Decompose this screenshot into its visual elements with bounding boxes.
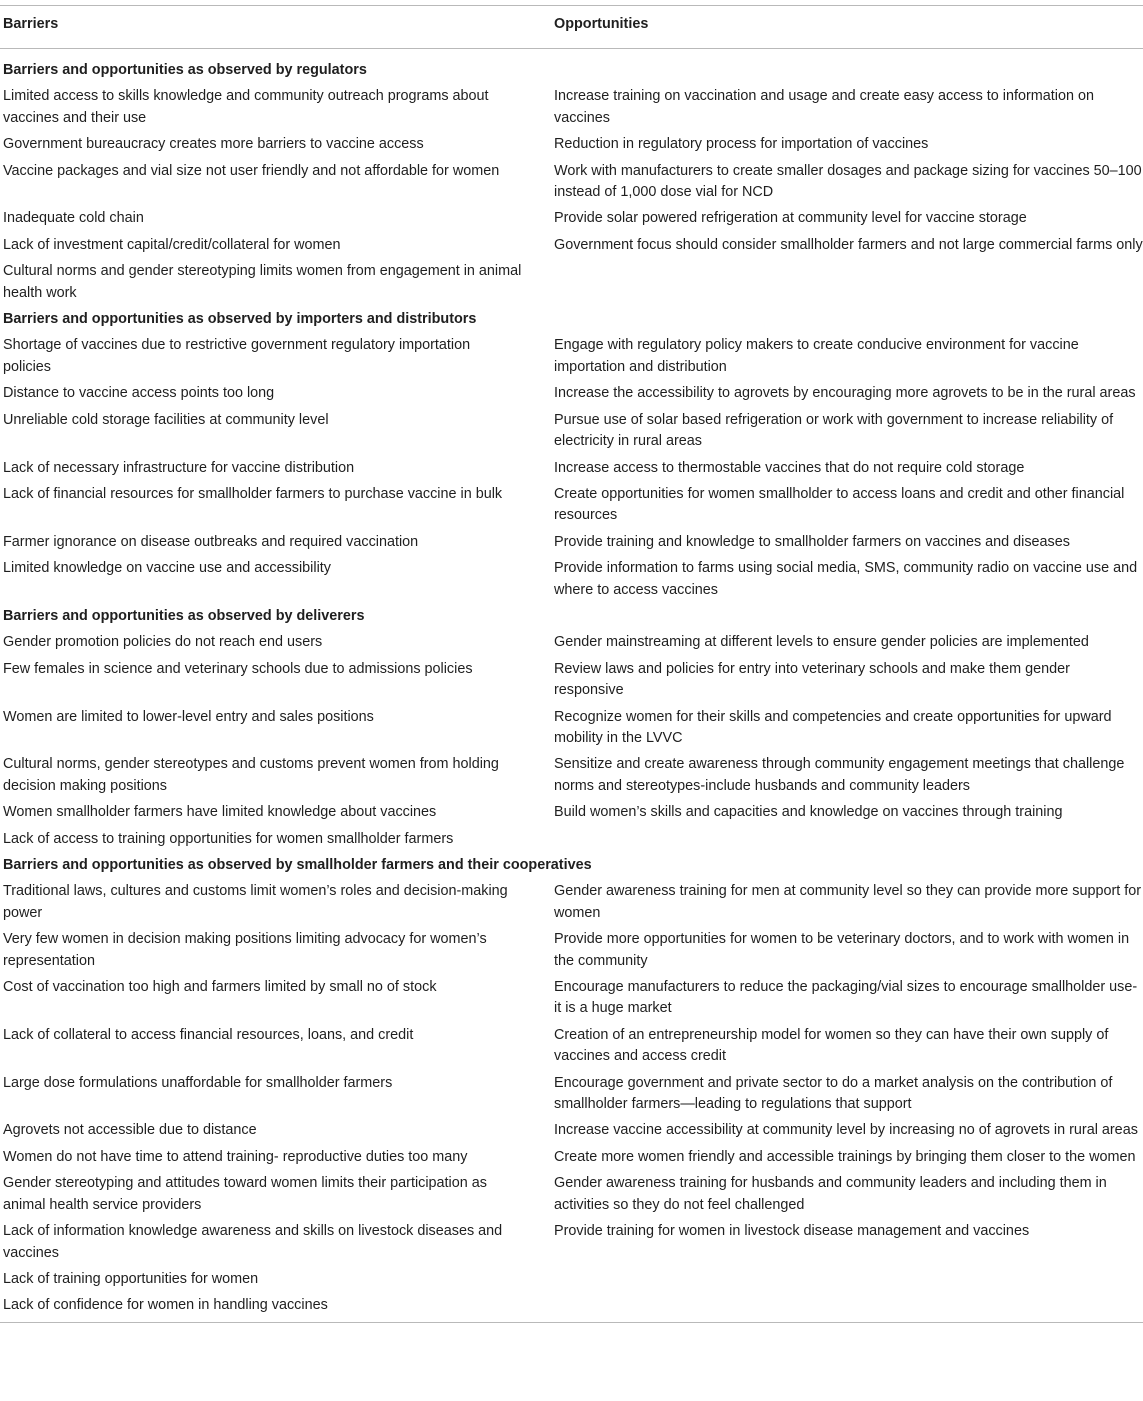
table-row: [0, 1147, 1143, 1173]
opportunity-cell: [552, 1269, 1143, 1295]
table-row: [0, 802, 1143, 828]
table-row: [0, 235, 1143, 261]
table-body: [0, 49, 1143, 1323]
section-header-row: [0, 855, 1143, 881]
barrier-cell: Limited access to skills knowledge and community outreach programs about vaccines and their use: [3, 88, 489, 126]
barrier-cell: Women are limited to lower-level entry and sales positions: [3, 708, 374, 725]
table-row: [0, 632, 1143, 658]
table-row: [0, 208, 1143, 234]
table-row: [0, 1073, 1143, 1121]
barrier-cell: Unreliable cold storage facilities at community level: [3, 411, 329, 428]
opportunity-cell: Creation of an entrepreneurship model for women so they can have their own supply of vaccines and access credit: [554, 1026, 1109, 1065]
opportunity-cell: Provide training and knowledge to smallholder farmers on vaccines and diseases: [554, 533, 1070, 550]
section-title: Barriers and opportunities as observed by importers and distributors: [3, 311, 477, 328]
barrier-cell: Large dose formulations unaffordable for smallholder farmers: [3, 1074, 393, 1091]
table-row: [0, 829, 1143, 855]
opportunity-cell: Recognize women for their skills and competencies and create opportunities for upward mobility in the LVVC: [554, 708, 1112, 746]
barrier-cell: Cultural norms and gender stereotyping limits women from engagement in animal health work: [3, 263, 522, 301]
opportunity-cell: [552, 1295, 1143, 1322]
barrier-cell: Few females in science and veterinary schools due to admissions policies: [3, 660, 473, 677]
section-title: Barriers and opportunities as observed by deliverers: [3, 607, 365, 624]
barrier-cell: Lack of training opportunities for women: [3, 1270, 259, 1287]
barriers-opportunities-table: [0, 5, 1143, 1323]
table-row: [0, 383, 1143, 409]
opportunity-cell: Increase training on vaccination and usage and create easy access to information on vaccines: [554, 88, 1094, 126]
barrier-cell: Lack of collateral to access financial resources, loans, and credit: [3, 1026, 414, 1043]
table-row: [0, 86, 1143, 134]
opportunity-cell: Work with manufacturers to create smaller dosages and package sizing for vaccines 50–100 instead of 1,000 dose vial for NCD: [554, 162, 1142, 201]
opportunity-cell: Encourage manufacturers to reduce the packaging/vial sizes to encourage smallholder use- it is a huge market: [554, 979, 1138, 1017]
barrier-cell: Cultural norms, gender stereotypes and customs prevent women from holding decision making positions: [3, 756, 499, 794]
opportunities-header: Opportunities: [554, 16, 649, 32]
opportunity-cell: Increase access to thermostable vaccines that do not require cold storage: [554, 459, 1025, 476]
table-row: [0, 1173, 1143, 1221]
table-row: [0, 410, 1143, 458]
opportunity-cell: Create more women friendly and accessible trainings by bringing them closer to the women: [554, 1148, 1136, 1165]
opportunity-cell: Gender mainstreaming at different levels to ensure gender policies are implemented: [554, 634, 1089, 651]
barrier-cell: Lack of confidence for women in handling vaccines: [0, 1295, 552, 1322]
opportunity-cell: Build women’s skills and capacities and knowledge on vaccines through training: [554, 804, 1063, 821]
barrier-cell: Women smallholder farmers have limited knowledge about vaccines: [3, 804, 437, 821]
table-row: [0, 261, 1143, 309]
opportunity-cell: Gender awareness training for husbands and community leaders and including them in activities so they do not feel challenged: [554, 1175, 1107, 1213]
barrier-cell: Women do not have time to attend training- reproductive duties too many: [3, 1148, 468, 1165]
section-header-row: [0, 49, 1143, 87]
barrier-cell: Distance to vaccine access points too long: [3, 385, 275, 402]
table-row: [0, 1221, 1143, 1269]
barrier-cell: Lack of investment capital/credit/collateral for women: [3, 236, 341, 253]
opportunity-cell: Provide training for women in livestock disease management and vaccines: [554, 1223, 1030, 1240]
table-row: [0, 1269, 1143, 1295]
opportunity-cell: Engage with regulatory policy makers to create conducive environment for vaccine importation and distribution: [554, 337, 1079, 375]
table-row: [0, 659, 1143, 707]
barrier-cell: Lack of information knowledge awareness and skills on livestock diseases and vaccines: [3, 1223, 503, 1261]
table-row: [0, 335, 1143, 383]
barrier-cell: Farmer ignorance on disease outbreaks and required vaccination: [3, 533, 419, 550]
opportunity-cell: Increase the accessibility to agrovets by encouraging more agrovets to be in the rural areas: [554, 385, 1136, 402]
opportunity-cell: Gender awareness training for men at community level so they can provide more support for women: [554, 883, 1142, 921]
header-row: [0, 6, 1143, 49]
table-row: [0, 754, 1143, 802]
table-row: [0, 484, 1143, 532]
barrier-cell: Gender stereotyping and attitudes toward women limits their participation as animal health service providers: [3, 1175, 487, 1213]
table-row: [0, 134, 1143, 160]
opportunity-cell: [552, 829, 1143, 855]
barrier-cell: Limited knowledge on vaccine use and accessibility: [3, 560, 331, 577]
section-title: Barriers and opportunities as observed by regulators: [3, 62, 367, 78]
table-row: [0, 1025, 1143, 1073]
table-row: [0, 977, 1143, 1025]
barrier-cell: Agrovets not accessible due to distance: [3, 1122, 257, 1139]
opportunity-cell: Review laws and policies for entry into veterinary schools and make them gender responsive: [554, 660, 1070, 699]
table-row: [0, 929, 1143, 977]
table-row: [0, 161, 1143, 209]
table-row: [0, 1120, 1143, 1146]
table-row: [0, 1295, 1143, 1322]
barrier-cell: Lack of access to training opportunities for women smallholder farmers: [3, 830, 454, 847]
table-row: [0, 458, 1143, 484]
barrier-cell: Very few women in decision making positions limiting advocacy for women’s representation: [3, 931, 487, 969]
opportunity-cell: Pursue use of solar based refrigeration or work with government to increase reliability of electricity in rural areas: [554, 411, 1114, 450]
section-header-row: [0, 309, 1143, 335]
opportunity-cell: Provide more opportunities for women to be veterinary doctors, and to work with women in the community: [554, 931, 1130, 969]
barrier-cell: Cost of vaccination too high and farmers limited by small no of stock: [3, 979, 437, 996]
table-row: [0, 707, 1143, 755]
opportunity-cell: Increase vaccine accessibility at community level by increasing no of agrovets in rural areas: [554, 1122, 1138, 1139]
barrier-cell: Lack of financial resources for smallholder farmers to purchase vaccine in bulk: [3, 485, 503, 502]
table-row: [0, 558, 1143, 606]
opportunity-cell: Provide solar powered refrigeration at community level for vaccine storage: [554, 210, 1027, 227]
section-title: Barriers and opportunities as observed by smallholder farmers and their cooperatives: [3, 857, 592, 873]
opportunity-cell: Reduction in regulatory process for importation of vaccines: [554, 136, 929, 153]
section-header-row: [0, 606, 1143, 632]
opportunity-cell: [552, 261, 1143, 309]
barrier-cell: Lack of necessary infrastructure for vaccine distribution: [3, 459, 355, 476]
table-row: [0, 532, 1143, 558]
opportunity-cell: Encourage government and private sector to do a market analysis on the contribution of smallholder farmers—leading to regulations that support: [554, 1074, 1113, 1113]
opportunity-cell: Create opportunities for women smallholder to access loans and credit and other financial resources: [554, 485, 1125, 524]
barrier-cell: Shortage of vaccines due to restrictive government regulatory importation policies: [3, 337, 471, 375]
opportunity-cell: Sensitize and create awareness through community engagement meetings that challenge norms and stereotypes-include husbands and community leaders: [554, 756, 1125, 794]
opportunity-cell: Provide information to farms using social media, SMS, community radio on vaccine use and where to access vaccines: [554, 560, 1138, 598]
barriers-header: Barriers: [3, 16, 59, 32]
barrier-cell: Gender promotion policies do not reach end users: [3, 634, 323, 651]
barrier-cell: Traditional laws, cultures and customs limit women’s roles and decision-making power: [3, 883, 508, 921]
opportunity-cell: Government focus should consider smallholder farmers and not large commercial farms only: [554, 236, 1143, 253]
barrier-cell: Government bureaucracy creates more barriers to vaccine access: [3, 136, 424, 153]
barrier-cell: Vaccine packages and vial size not user friendly and not affordable for women: [3, 162, 500, 179]
table-row: [0, 881, 1143, 929]
barrier-cell: Inadequate cold chain: [3, 210, 144, 227]
